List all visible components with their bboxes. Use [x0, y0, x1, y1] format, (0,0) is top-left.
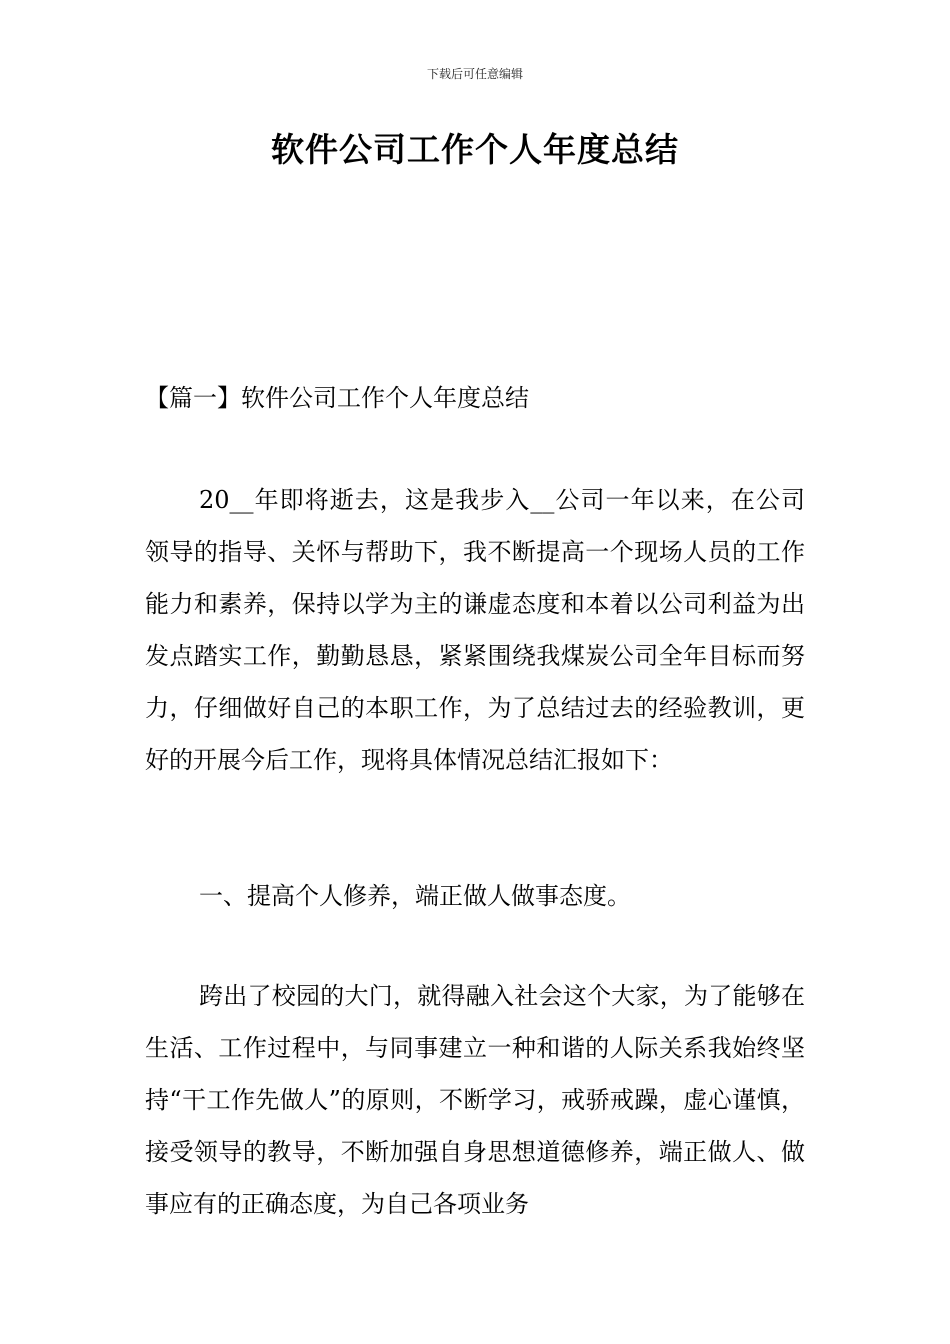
paragraph-intro: 20__年即将逝去，这是我步入__公司一年以来，在公司领导的指导、关怀与帮助下，我不断提高一个现场人员的工作能力和素养，保持以学为主的谦虚态度和本着以公司利益为出发点踏实工作，勤勤恳恳，紧紧围绕我煤炭公司全年目标而努力，仔细做好自己的本职工作，为了总结过去的经验教训，更好的开展今后工作，现将具体情况总结汇报如下：: [145, 486, 805, 774]
paragraph-subheading: 一、提高个人修养，端正做人做事态度。: [199, 882, 631, 910]
section-heading: 【篇一】软件公司工作个人年度总结: [145, 384, 529, 412]
header-note: 下载后可任意编辑: [426, 67, 523, 81]
paragraph-body: 跨出了校园的大门，就得融入社会这个大家，为了能够在生活、工作过程中，与同事建立一种和谐的人际关系我始终坚持“干工作先做人”的原则，不断学习，戒骄戒躁，虚心谨慎，接受领导的教导，不断加强自身思想道德修养，端正做人、做事应有的正确态度，为自己各项业务: [145, 982, 805, 1218]
page-title: 软件公司工作个人年度总结: [271, 130, 679, 169]
